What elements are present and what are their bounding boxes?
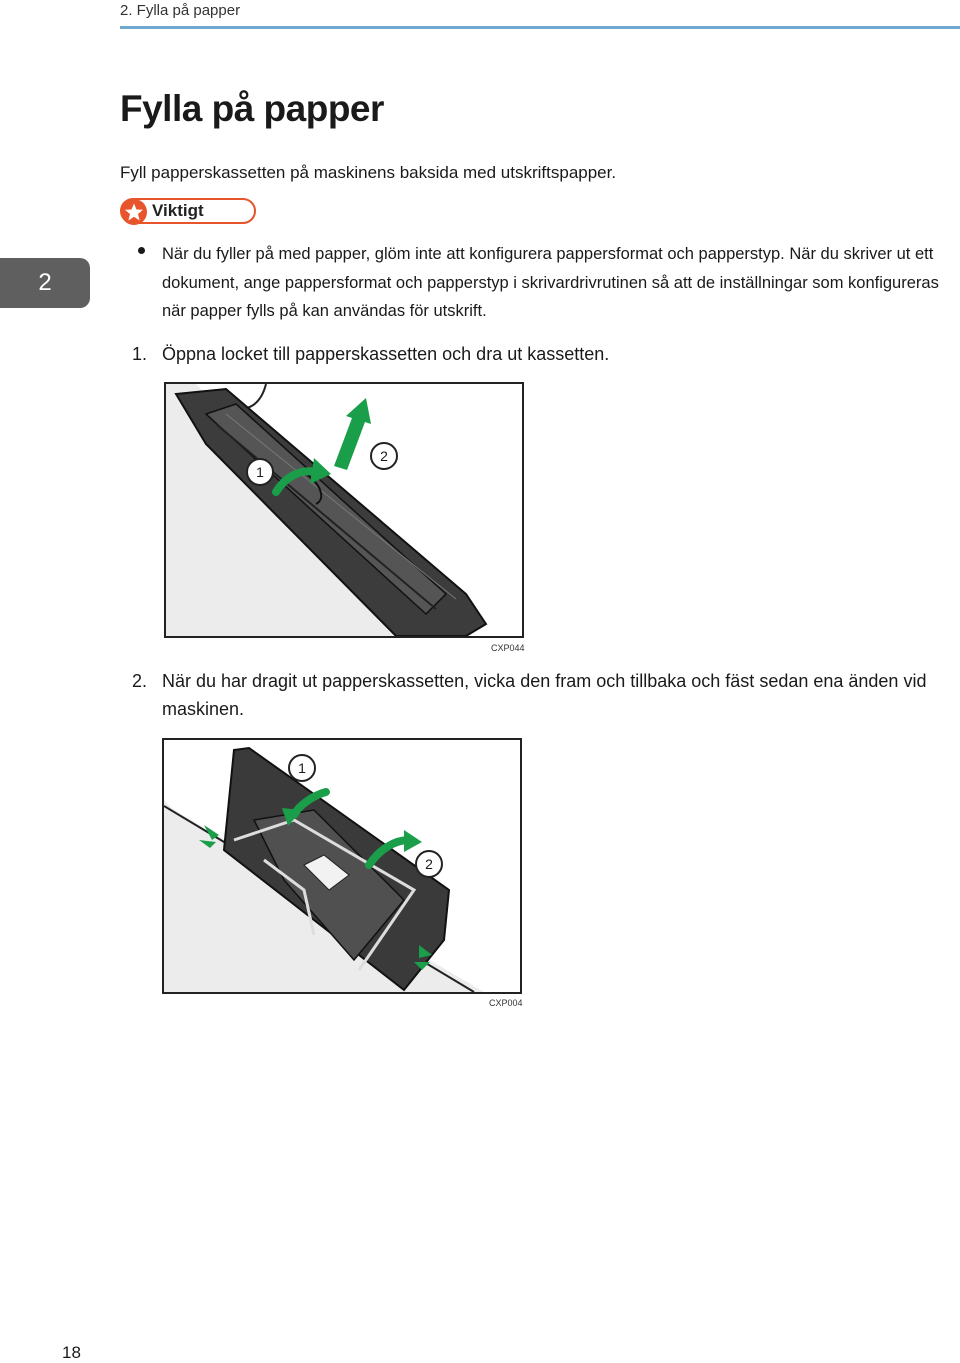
step-1-text: Öppna locket till papperskassetten och dra ut kassetten. [162,344,610,364]
important-bullet: När du fyller på med papper, glöm inte att konfigurera pappersformat och papperstyp. När du skriver ut ett dokument, ange pappersformat och papperstyp i skrivardrivrutinen så att de inställningar som konfigureras när papper fylls på kan användas för utskrift. [162,245,939,320]
figure-code: CXP044 [491,643,525,653]
callout-2: 2 [370,442,398,470]
intro-text: Fyll papperskassetten på maskinens baksida med utskriftspapper. [120,163,617,182]
step-2-text: När du har dragit ut papperskassetten, vicka den fram och tillbaka och fäst sedan ena änden vid maskinen. [162,671,927,719]
step-1-number: 1. [132,344,148,364]
callout-1: 1 [288,754,316,782]
star-icon [121,199,147,225]
step-2-number: 2. [132,671,148,691]
chapter-tab: 2 [0,258,90,308]
step-1 [132,340,942,368]
running-header: 2. Fylla på papper [120,2,241,19]
figure-open-cassette [164,382,524,638]
figure-code: CXP004 [489,998,523,1008]
figure-attach-cassette [162,738,522,994]
page-title: Fylla på papper [120,88,384,129]
important-label: Viktigt [152,201,204,220]
callout-1: 1 [246,458,274,486]
step-2 [132,667,942,723]
bullet-dot [138,247,145,254]
cassette-illustration-1 [166,384,522,636]
header-rule [120,26,960,29]
callout-2: 2 [415,850,443,878]
cassette-illustration-2 [164,740,520,992]
important-badge [120,198,256,224]
page-number: 18 [62,1343,81,1362]
